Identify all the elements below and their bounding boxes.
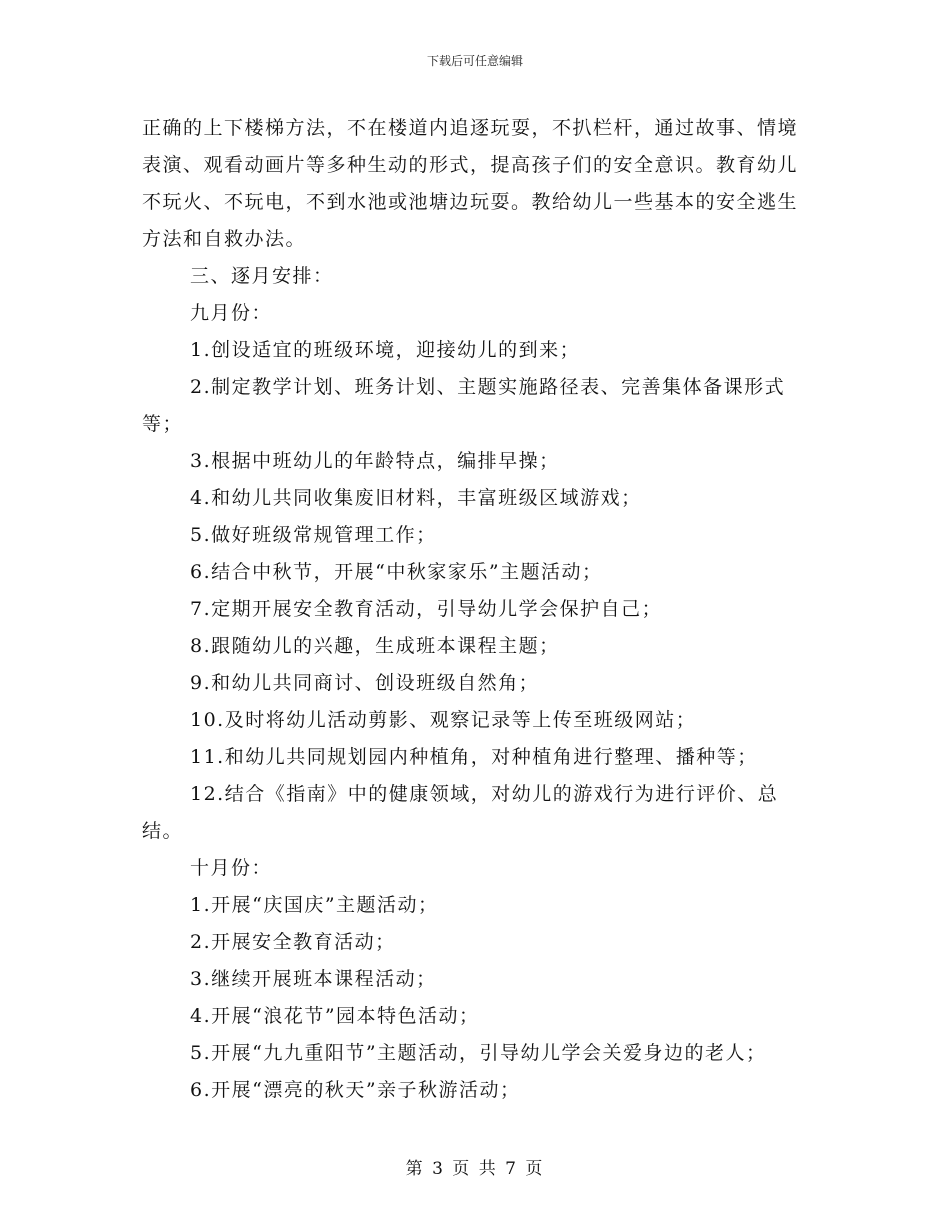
list-item: 8.跟随幼儿的兴趣，生成班本课程主题； [190, 635, 560, 657]
page-header: 下载后可任意编辑 [426, 54, 523, 68]
list-item: 7.定期开展安全教育活动，引导幼儿学会保护自己； [190, 598, 663, 620]
document-body [142, 110, 808, 1109]
list-item: 2.制定教学计划、班务计划、主题实施路径表、完善集体备课形式等； [142, 376, 786, 435]
list-item: 12.结合《指南》中的健康领域，对幼儿的游戏行为进行评价、总结。 [142, 783, 779, 842]
list-item: 10.及时将幼儿活动剪影、观察记录等上传至班级网站； [190, 709, 697, 731]
page-number: 第 3 页 共 7 页 [405, 1159, 545, 1179]
list-item: 6.结合中秋节，开展“中秋家家乐”主题活动； [190, 561, 603, 583]
list-item: 2.开展安全教育活动； [190, 931, 396, 953]
paragraph-safety-continuation: 正确的上下楼梯方法，不在楼道内追逐玩耍，不扒栏杆，通过故事、情境表演、观看动画片等多种生动的形式，提高孩子们的安全意识。教育幼儿不玩火、不玩电，不到水池或池塘边玩耍。教给幼儿一些基本的安全逃生方法和自救办法。 [142, 117, 799, 250]
list-item: 1.创设适宜的班级环境，迎接幼儿的到来； [190, 339, 581, 361]
list-item: 5.做好班级常规管理工作； [190, 524, 437, 546]
list-item: 4.和幼儿共同收集废旧材料，丰富班级区域游戏； [190, 487, 642, 509]
list-item: 1.开展“庆国庆”主题活动； [190, 894, 439, 916]
list-item: 3.根据中班幼儿的年龄特点，编排早操； [190, 450, 560, 472]
month-heading-october: 十月份： [190, 857, 273, 879]
list-item: 9.和幼儿共同商讨、创设班级自然角； [190, 672, 540, 694]
list-item: 4.开展“浪花节”园本特色活动； [190, 1005, 480, 1027]
month-heading-september: 九月份： [190, 302, 273, 324]
list-item: 3.继续开展班本课程活动； [190, 968, 437, 990]
list-item: 6.开展“漂亮的秋天”亲子秋游活动； [190, 1079, 521, 1101]
list-item: 5.开展“九九重阳节”主题活动，引导幼儿学会关爱身边的老人； [190, 1042, 767, 1064]
section-heading-monthly-plan: 三、逐月安排： [190, 265, 334, 287]
list-item: 11.和幼儿共同规划园内种植角，对种植角进行整理、播种等； [190, 746, 758, 768]
